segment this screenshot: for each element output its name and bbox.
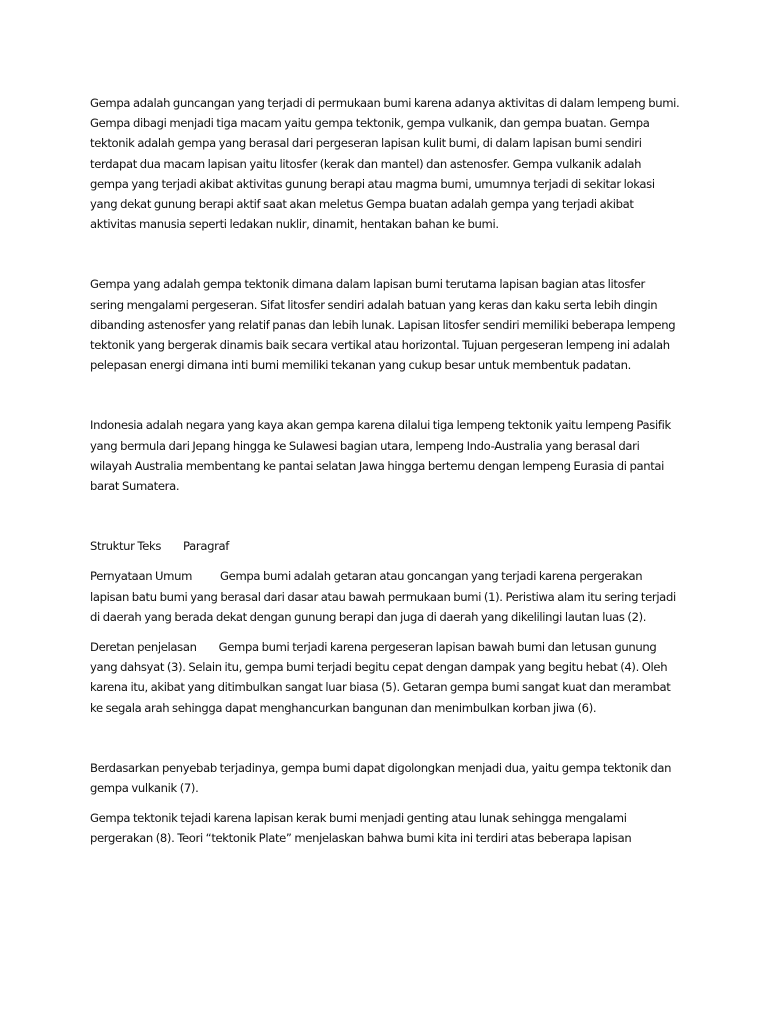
structure-header-col2: Paragraf	[183, 539, 229, 554]
spacer	[90, 627, 680, 637]
paragraph-penggolongan: Berdasarkan penyebab terjadinya, gempa bumi dapat digolongkan menjadi dua, yaitu gempa tektonik dan gempa vulkanik (7).	[90, 760, 672, 796]
spacer	[90, 375, 680, 415]
structure-table-header	[90, 536, 680, 556]
spacer	[90, 556, 680, 566]
structure-term: Pernyataan Umum	[90, 569, 193, 584]
document-page	[90, 93, 680, 849]
structure-text: Gempa bumi adalah getaran atau goncangan yang terjadi karena pergerakan lapisan batu bumi yang berasal dari dasar atau bawah permukaan bumi (1). Peristiwa alam itu sering terjadi di daerah yang berada dekat dengan gunung berapi dan juga di daerah yang dikelilingi lautan luas (2).	[90, 569, 676, 624]
structure-row-pernyataan-umum	[90, 566, 680, 627]
structure-term: Deretan penjelasan	[90, 640, 197, 655]
structure-header-col1: Struktur Teks	[90, 539, 162, 554]
structure-text: Gempa bumi terjadi karena pergeseran lapisan bawah bumi dan letusan gunung yang dahsyat (3). Selain itu, gempa bumi terjadi begitu cepat dengan dampak yang begitu hebat (4). Oleh karena itu, akibat yang ditimbulkan sangat luar biasa (5). Getaran gempa bumi sangat kuat dan merambat ke segala arah sehingga dapat menghancurkan bangunan dan menimbulkan korban jiwa (6).	[90, 640, 671, 715]
paragraph-gempa-tektonik: Gempa yang adalah gempa tektonik dimana dalam lapisan bumi terutama lapisan bagian atas litosfer sering mengalami pergeseran. Sifat litosfer sendiri adalah batuan yang keras dan kaku serta lebih dingin dibanding astenosfer yang relatif panas dan lebih lunak. Lapisan litosfer sendiri memiliki beberapa lempeng tektonik yang bergerak dinamis baik secara vertikal atau horizontal. Tujuan pergeseran lempeng ini adalah pelepasan energi dimana inti bumi memiliki tekanan yang cukup besar untuk membentuk padatan.	[90, 277, 676, 373]
paragraph-gempa-definition: Gempa adalah guncangan yang terjadi di permukaan bumi karena adanya aktivitas di dalam lempeng bumi. Gempa dibagi menjadi tiga macam yaitu gempa tektonik, gempa vulkanik, dan gempa buatan. Gempa tektonik adalah gempa yang berasal dari pergeseran lapisan kulit bumi, di dalam lapisan bumi sendiri terdapat dua macam lapisan yaitu litosfer (kerak dan mantel) dan astenosfer. Gempa vulkanik adalah gempa yang terjadi akibat aktivitas gunung berapi atau magma bumi, umumnya terjadi di sekitar lokasi yang dekat gunung berapi aktif saat akan meletus Gempa buatan adalah gempa yang terjadi akibat aktivitas manusia seperti ledakan nuklir, dinamit, hentakan bahan ke bumi.	[90, 96, 680, 232]
spacer	[90, 718, 680, 758]
paragraph-indonesia: Indonesia adalah negara yang kaya akan gempa karena dilalui tiga lempeng tektonik yaitu lempeng Pasifik yang bermula dari Jepang hingga ke Sulawesi bagian utara, lempeng Indo-Australia yang berasal dari wilayah Australia membentang ke pantai selatan Jawa hingga bertemu dengan lempeng Eurasia di pantai barat Sumatera.	[90, 418, 671, 494]
spacer	[90, 234, 680, 274]
paragraph-tektonik-plate: Gempa tektonik tejadi karena lapisan kerak bumi menjadi genting atau lunak sehingga mengalami pergerakan (8). Teori “tektonik Plate” menjelaskan bahwa bumi kita ini terdiri atas beberapa lapisan	[90, 811, 632, 846]
structure-row-deretan-penjelasan	[90, 637, 680, 718]
spacer	[90, 798, 680, 808]
spacer	[90, 496, 680, 536]
